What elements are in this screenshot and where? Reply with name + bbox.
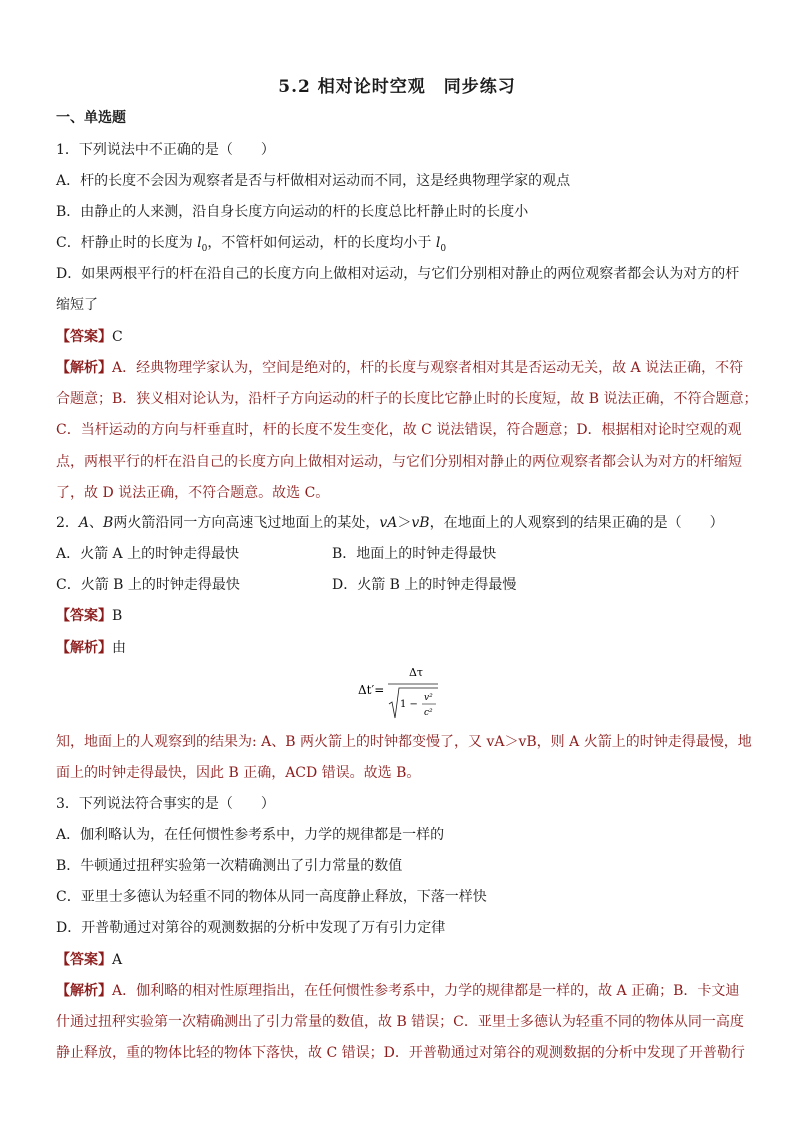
q2-stem-text: 两火箭沿同一方向高速飞过地面上的某处， <box>113 515 380 531</box>
formula-lhs: Δt′= <box>358 683 385 697</box>
q3-answer <box>56 950 740 970</box>
q1-option-d-line2: 缩短了 <box>56 297 98 313</box>
q1-answer <box>56 327 740 347</box>
q1-option-c-text-2: ，不管杆如何运动，杆的长度均小于 <box>207 235 436 251</box>
q1-stem: 1．下列说法中不正确的是（ ） <box>56 142 275 158</box>
q2-option-b: B．地面上的时钟走得最快 <box>332 546 497 562</box>
q1-option-a: A．杆的长度不会因为观察者是否与杆做相对运动而不同，这是经典物理学家的观点 <box>56 173 571 189</box>
analysis-tag: 【解析】 <box>56 640 112 656</box>
l0-subscript-2: 0 <box>440 243 447 254</box>
q1-analysis-line1 <box>56 358 744 378</box>
formula-v2: v² <box>424 693 433 703</box>
q2-options-row2 <box>56 575 740 595</box>
analysis-tag: 【解析】 <box>56 983 112 999</box>
q2-number: 2． <box>56 515 79 531</box>
l0-symbol: l <box>197 235 202 251</box>
formula-one-minus: 1 − <box>400 699 418 710</box>
q2-answer <box>56 606 740 626</box>
q2-analysis-head <box>56 638 740 658</box>
q3-analysis-line2: 什通过扭秤实验第一次精确测出了引力常量的数值，故 B 错误；C．亚里士多德认为轻重不同的物体从同一高度 <box>56 1014 744 1030</box>
q3-option-d: D．开普勒通过对第谷的观测数据的分析中发现了万有引力定律 <box>56 920 446 936</box>
section-heading: 一、单选题 <box>56 110 126 126</box>
gt-symbol: ＞ <box>397 515 412 531</box>
q1-analysis-line5: 了，故 D 说法正确，不符合题意。故选 C。 <box>56 485 330 501</box>
analysis-text: A．经典物理学家认为，空间是绝对的，杆的长度与观察者相对其是否运动无关，故 A 说法正确，不符 <box>112 360 744 376</box>
q1-analysis-line3: C．当杆运动的方向与杆垂直时，杆的长度不发生变化，故 C 说法错误，符合题意；D．根据相对论时空观的观 <box>56 422 742 438</box>
q3-analysis-line1 <box>56 981 740 1001</box>
q1-option-c <box>56 233 740 259</box>
q3-analysis-line3: 静止释放，重的物体比轻的物体下落快，故 C 错误；D．开普勒通过对第谷的观测数据的分析中发现了开普勒行 <box>56 1045 745 1061</box>
separator: 、 <box>89 515 104 531</box>
q1-option-c-text: C．杆静止时的长度为 <box>56 235 198 251</box>
q3-stem: 3．下列说法符合事实的是（ ） <box>56 796 275 812</box>
q1-analysis-line2: 合题意；B．狭义相对论认为，沿杆子方向运动的杆子的长度比它静止时的长度短，故 B 说法正确，不符合题意； <box>56 391 758 407</box>
q2-analysis-line2: 面上的时钟走得最快，因此 B 正确，ACD 错误。故选 B。 <box>56 765 421 781</box>
analysis-text: A．伽利略的相对性原理指出，在任何惯性参考系中，力学的规律都是一样的，故 A 正确；B．卡文迪 <box>112 983 740 999</box>
time-dilation-formula <box>358 664 468 724</box>
answer-tag: 【答案】 <box>56 329 112 345</box>
q2-analysis-line1: 知，地面上的人观察到的结果为: A、B 两火箭上的时钟都变慢了，又 vA＞vB，则 A 火箭上的时钟走得最慢，地 <box>56 734 752 750</box>
analysis-text: 由 <box>112 640 126 656</box>
q2-option-d: D．火箭 B 上的时钟走得最慢 <box>332 577 517 593</box>
rocket-a: A <box>78 515 90 531</box>
va-symbol: vA <box>379 515 398 531</box>
vb-symbol: vB <box>411 515 430 531</box>
formula-numerator: Δτ <box>408 666 424 679</box>
q1-option-d-line1: D．如果两根平行的杆在沿自己的长度方向上做相对运动，与它们分别相对静止的两位观察者都会认为对方的杆 <box>56 266 740 282</box>
q1-option-b: B．由静止的人来测，沿自身长度方向运动的杆的长度总比杆静止时的长度小 <box>56 204 529 220</box>
q2-option-a: A．火箭 A 上的时钟走得最快 <box>56 546 240 562</box>
l0-subscript: 0 <box>201 243 208 254</box>
answer-value: B <box>112 608 123 624</box>
answer-value: C <box>112 329 123 345</box>
answer-tag: 【答案】 <box>56 952 112 968</box>
rocket-b: B <box>103 515 114 531</box>
q3-option-c: C．亚里士多德认为轻重不同的物体从同一高度静止释放，下落一样快 <box>56 889 487 905</box>
q1-analysis-line4: 点，两根平行的杆在沿自己的长度方向上做相对运动，与它们分别相对静止的两位观察者都会认为对方的杆缩短 <box>56 454 742 470</box>
l0-symbol-2: l <box>435 235 441 251</box>
analysis-tag: 【解析】 <box>56 360 112 376</box>
answer-value: A <box>112 952 123 968</box>
q2-stem <box>56 513 740 533</box>
q2-option-c: C．火箭 B 上的时钟走得最快 <box>56 577 240 593</box>
q3-option-a: A．伽利略认为，在任何惯性参考系中，力学的规律都是一样的 <box>56 827 445 843</box>
page-title: 5.2 相对论时空观 同步练习 <box>278 77 516 97</box>
q2-options-row1 <box>56 544 740 564</box>
q3-option-b: B．牛顿通过扭秤实验第一次精确测出了引力常量的数值 <box>56 858 403 874</box>
answer-tag: 【答案】 <box>56 608 112 624</box>
q2-stem-text-2: ，在地面上的人观察到的结果正确的是（ ） <box>429 515 724 531</box>
formula-c2: c² <box>424 708 433 718</box>
